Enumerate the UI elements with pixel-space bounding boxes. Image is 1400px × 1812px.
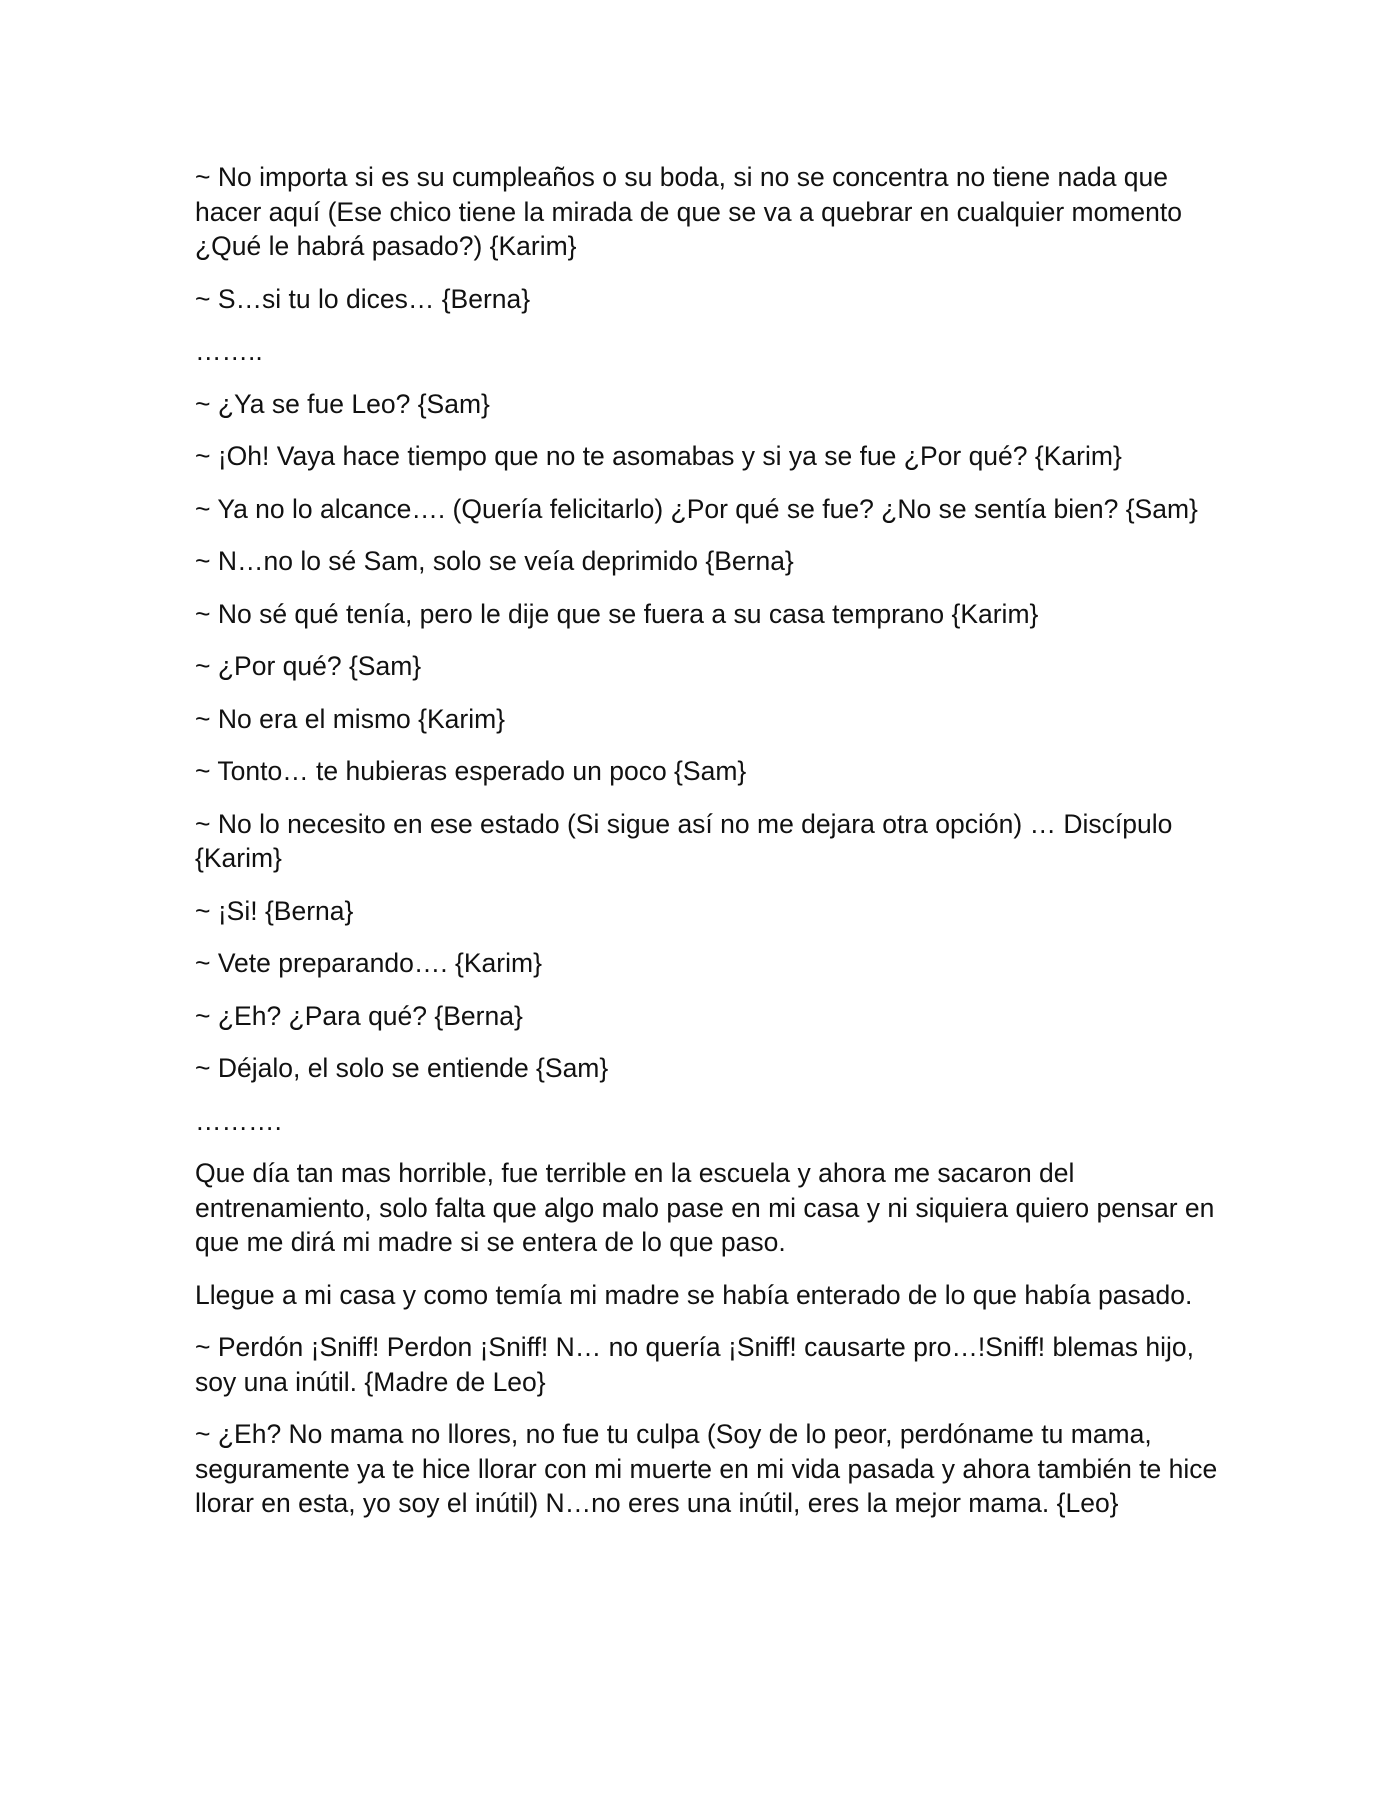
scene-break: …….. [195,336,263,366]
dialogue-line: ~ Perdón ¡Sniff! Perdon ¡Sniff! N… no quería ¡Sniff! causarte pro…!Sniff! blemas hijo, soy una inútil. {Madre de Leo} [195,1332,1194,1397]
dialogue-line: ~ ¿Eh? ¿Para qué? {Berna} [195,1000,523,1031]
dialogue-line: ~ No importa si es su cumpleaños o su boda, si no se concentra no tiene nada que hacer aquí (Ese chico tiene la mirada de que se va a quebrar en cualquier momento ¿Qué le habrá pasado?) {Karim} [195,162,1182,261]
dialogue-line: ~ ¿Ya se fue Leo? {Sam} [195,388,490,419]
dialogue-line: ~ Ya no lo alcance…. (Quería felicitarlo) ¿Por qué se fue? ¿No se sentía bien? {Sam} [195,493,1198,524]
narration-paragraph: Llegue a mi casa y como temía mi madre se había enterado de lo que había pasado. [195,1279,1193,1310]
dialogue-line: ~ ¿Eh? No mama no llores, no fue tu culpa (Soy de lo peor, perdóname tu mama, seguramente ya te hice llorar con mi muerte en mi vida pasada y ahora también te hice llorar en esta, yo soy el inútil) N…no eres una inútil, eres la mejor mama. {Leo} [195,1419,1218,1518]
dialogue-line: ~ Tonto… te hubieras esperado un poco {Sam} [195,756,747,786]
narration-paragraph: Que día tan mas horrible, fue terrible en la escuela y ahora me sacaron del entrenamiento, solo falta que algo malo pase en mi casa y ni siquiera quiero pensar en que me dirá mi madre si se entera de lo que paso. [195,1158,1215,1257]
dialogue-line: ~ No lo necesito en ese estado (Si sigue así no me dejara otra opción) … Discípulo {Karim} [195,808,1173,873]
dialogue-line: ~ Déjalo, el solo se entiende {Sam} [195,1053,609,1083]
scene-break: ………. [195,1105,282,1136]
dialogue-line: ~ ¡Oh! Vaya hace tiempo que no te asomabas y si ya se fue ¿Por qué? {Karim} [195,441,1122,471]
dialogue-line: ~ ¿Por qué? {Sam} [195,651,422,681]
dialogue-line: ~ S…si tu lo dices… {Berna} [195,283,531,314]
dialogue-line: ~ ¡Si! {Berna} [195,895,354,926]
dialogue-line: ~ No sé qué tenía, pero le dije que se fuera a su casa temprano {Karim} [195,598,1039,629]
dialogue-line: ~ Vete preparando…. {Karim} [195,948,542,978]
dialogue-line: ~ N…no lo sé Sam, solo se veía deprimido {Berna} [195,546,794,576]
dialogue-line: ~ No era el mismo {Karim} [195,703,506,734]
document-body [195,160,1220,1539]
